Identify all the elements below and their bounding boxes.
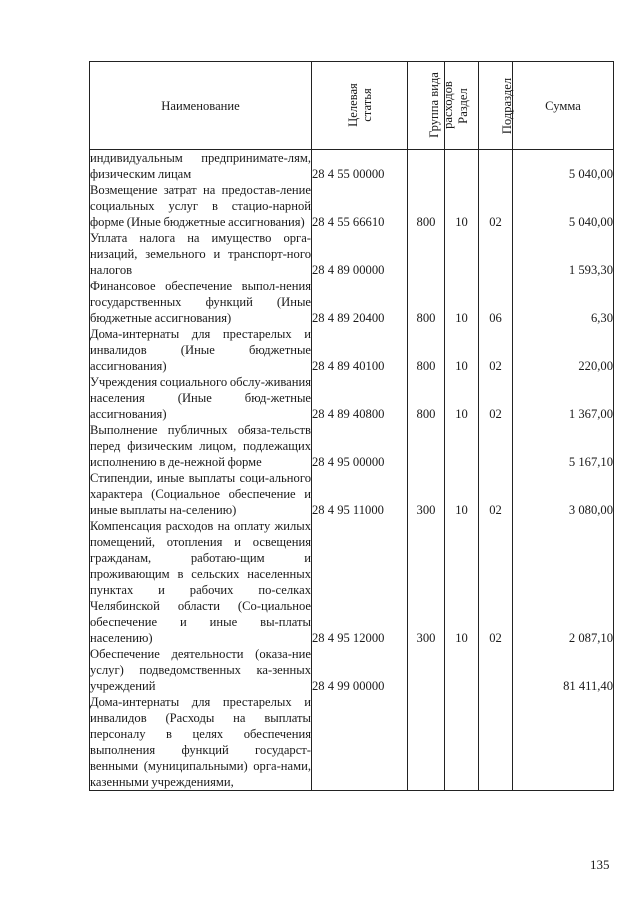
row-sum-cell: 5 040,00 — [513, 182, 614, 230]
row-sum-cell: 5 040,00 — [513, 150, 614, 183]
page-number: 135 — [590, 857, 610, 872]
table-row — [90, 230, 614, 278]
row-name-cell: Дома-интернаты для престарелых и инвалидов (Иные бюджетные ассигнования) — [90, 327, 311, 373]
row-expense-group-cell: 800 — [408, 374, 445, 422]
row-subsection-cell: 02 — [479, 374, 513, 422]
row-expense-group-cell — [408, 646, 445, 694]
header-subsection-label: Подраздел — [500, 77, 515, 134]
table-row — [90, 150, 614, 183]
row-name-cell: Обеспечение деятельности (оказа-ние услуг) подведомственных ка-зенных учреждений — [90, 647, 311, 693]
row-sum-cell: 2 087,10 — [513, 518, 614, 646]
row-section-cell: 10 — [445, 374, 479, 422]
row-target-code-cell: 28 4 89 40800 — [312, 374, 408, 422]
row-section-cell: 10 — [445, 518, 479, 646]
row-subsection-cell: 02 — [479, 470, 513, 518]
header-group-line2: расходов — [440, 81, 455, 129]
row-name-cell: Возмещение затрат на предостав-ление социальных услуг в стацио-нарной форме (Иные бюджетные ассигнования) — [90, 183, 311, 229]
row-expense-group-cell: 800 — [408, 182, 445, 230]
row-expense-group-cell: 300 — [408, 470, 445, 518]
table-body — [90, 150, 614, 791]
table-row — [90, 646, 614, 694]
table-header-row — [90, 62, 614, 150]
row-name-cell: индивидуальным предпринимате-лям, физическим лицам — [90, 151, 311, 181]
row-sum-cell: 1 593,30 — [513, 230, 614, 278]
row-name-cell: Финансовое обеспечение выпол-нения государственных функций (Иные бюджетные ассигнования) — [90, 279, 311, 325]
budget-table — [89, 61, 614, 791]
row-sum-cell: 5 167,10 — [513, 422, 614, 470]
header-group — [408, 62, 455, 150]
row-subsection-cell: 02 — [479, 182, 513, 230]
table-row — [90, 470, 614, 518]
row-target-code-cell: 28 4 89 20400 — [312, 278, 408, 326]
row-section-cell — [445, 422, 479, 470]
row-name-cell: Учреждения социального обслу-живания населения (Иные бюд-жетные ассигнования) — [90, 375, 311, 421]
row-target-code-cell: 28 4 55 00000 — [312, 150, 408, 183]
row-section-cell: 10 — [445, 326, 479, 374]
header-group-line1: Группа вида — [426, 72, 441, 138]
row-section-cell: 10 — [445, 470, 479, 518]
row-target-code-cell: 28 4 95 00000 — [312, 422, 408, 470]
row-expense-group-cell — [408, 422, 445, 470]
row-expense-group-cell — [408, 694, 445, 791]
table-row — [90, 182, 614, 230]
row-name-cell: Уплата налога на имущество орга-низаций, земельного и транспорт-ного налогов — [90, 231, 311, 277]
header-subsection — [479, 62, 513, 150]
header-name — [90, 62, 312, 150]
header-sum — [513, 62, 614, 150]
row-section-cell: 10 — [445, 182, 479, 230]
row-sum-cell: 1 367,00 — [513, 374, 614, 422]
row-subsection-cell — [479, 694, 513, 791]
table-row — [90, 422, 614, 470]
row-section-cell — [445, 694, 479, 791]
row-section-cell: 10 — [445, 278, 479, 326]
row-target-code-cell: 28 4 99 00000 — [312, 646, 408, 694]
header-target — [312, 62, 408, 150]
row-expense-group-cell: 800 — [408, 278, 445, 326]
row-section-cell — [445, 230, 479, 278]
row-subsection-cell — [479, 422, 513, 470]
row-expense-group-cell: 800 — [408, 326, 445, 374]
row-name-cell: Компенсация расходов на оплату жилых помещений, отопления и освещения гражданам, работаю-щим и проживающим в сельских населенных пунктах и рабочих по-селках Челябинской области (Со-циальное обеспечение и иные вы-платы населению) — [90, 519, 311, 645]
row-target-code-cell: 28 4 89 40100 — [312, 326, 408, 374]
header-name-label: Наименование — [161, 98, 240, 113]
row-expense-group-cell: 300 — [408, 518, 445, 646]
table-row — [90, 374, 614, 422]
row-sum-cell: 3 080,00 — [513, 470, 614, 518]
header-target-label — [345, 83, 373, 127]
header-target-line2: статья — [359, 88, 374, 122]
row-target-code-cell: 28 4 95 11000 — [312, 470, 408, 518]
row-section-cell — [445, 150, 479, 183]
row-sum-cell — [513, 694, 614, 791]
row-sum-cell: 6,30 — [513, 278, 614, 326]
row-target-code-cell: 28 4 89 00000 — [312, 230, 408, 278]
row-section-cell — [445, 646, 479, 694]
row-name-cell: Выполнение публичных обяза-тельств перед физическим лицом, подлежащих исполнению в де-нежной форме — [90, 423, 311, 469]
row-target-code-cell: 28 4 95 12000 — [312, 518, 408, 646]
row-subsection-cell — [479, 230, 513, 278]
row-target-code-cell: 28 4 55 66610 — [312, 182, 408, 230]
table-row — [90, 278, 614, 326]
row-sum-cell: 220,00 — [513, 326, 614, 374]
row-name-cell: Дома-интернаты для престарелых и инвалидов (Расходы на выплаты персоналу в целях обеспечения выполнения функций государст-венными (муниципальными) орга-нами, казенными учреждениями, — [90, 695, 311, 789]
table-row — [90, 694, 614, 791]
table-row — [90, 518, 614, 646]
row-subsection-cell — [479, 646, 513, 694]
header-group-label — [427, 72, 455, 138]
row-expense-group-cell — [408, 230, 445, 278]
row-subsection-cell: 06 — [479, 278, 513, 326]
row-subsection-cell: 02 — [479, 326, 513, 374]
header-sum-label: Сумма — [545, 98, 581, 113]
header-section-label: Раздел — [455, 87, 470, 124]
row-subsection-cell: 02 — [479, 518, 513, 646]
table-row — [90, 326, 614, 374]
header-target-line1: Целевая — [345, 83, 360, 127]
row-name-cell: Стипендии, иные выплаты соци-ального характера (Социальное обеспечение и иные выплаты на-селению) — [90, 471, 311, 517]
row-expense-group-cell — [408, 150, 445, 183]
row-sum-cell: 81 411,40 — [513, 646, 614, 694]
row-target-code-cell — [312, 694, 408, 791]
row-subsection-cell — [479, 150, 513, 183]
